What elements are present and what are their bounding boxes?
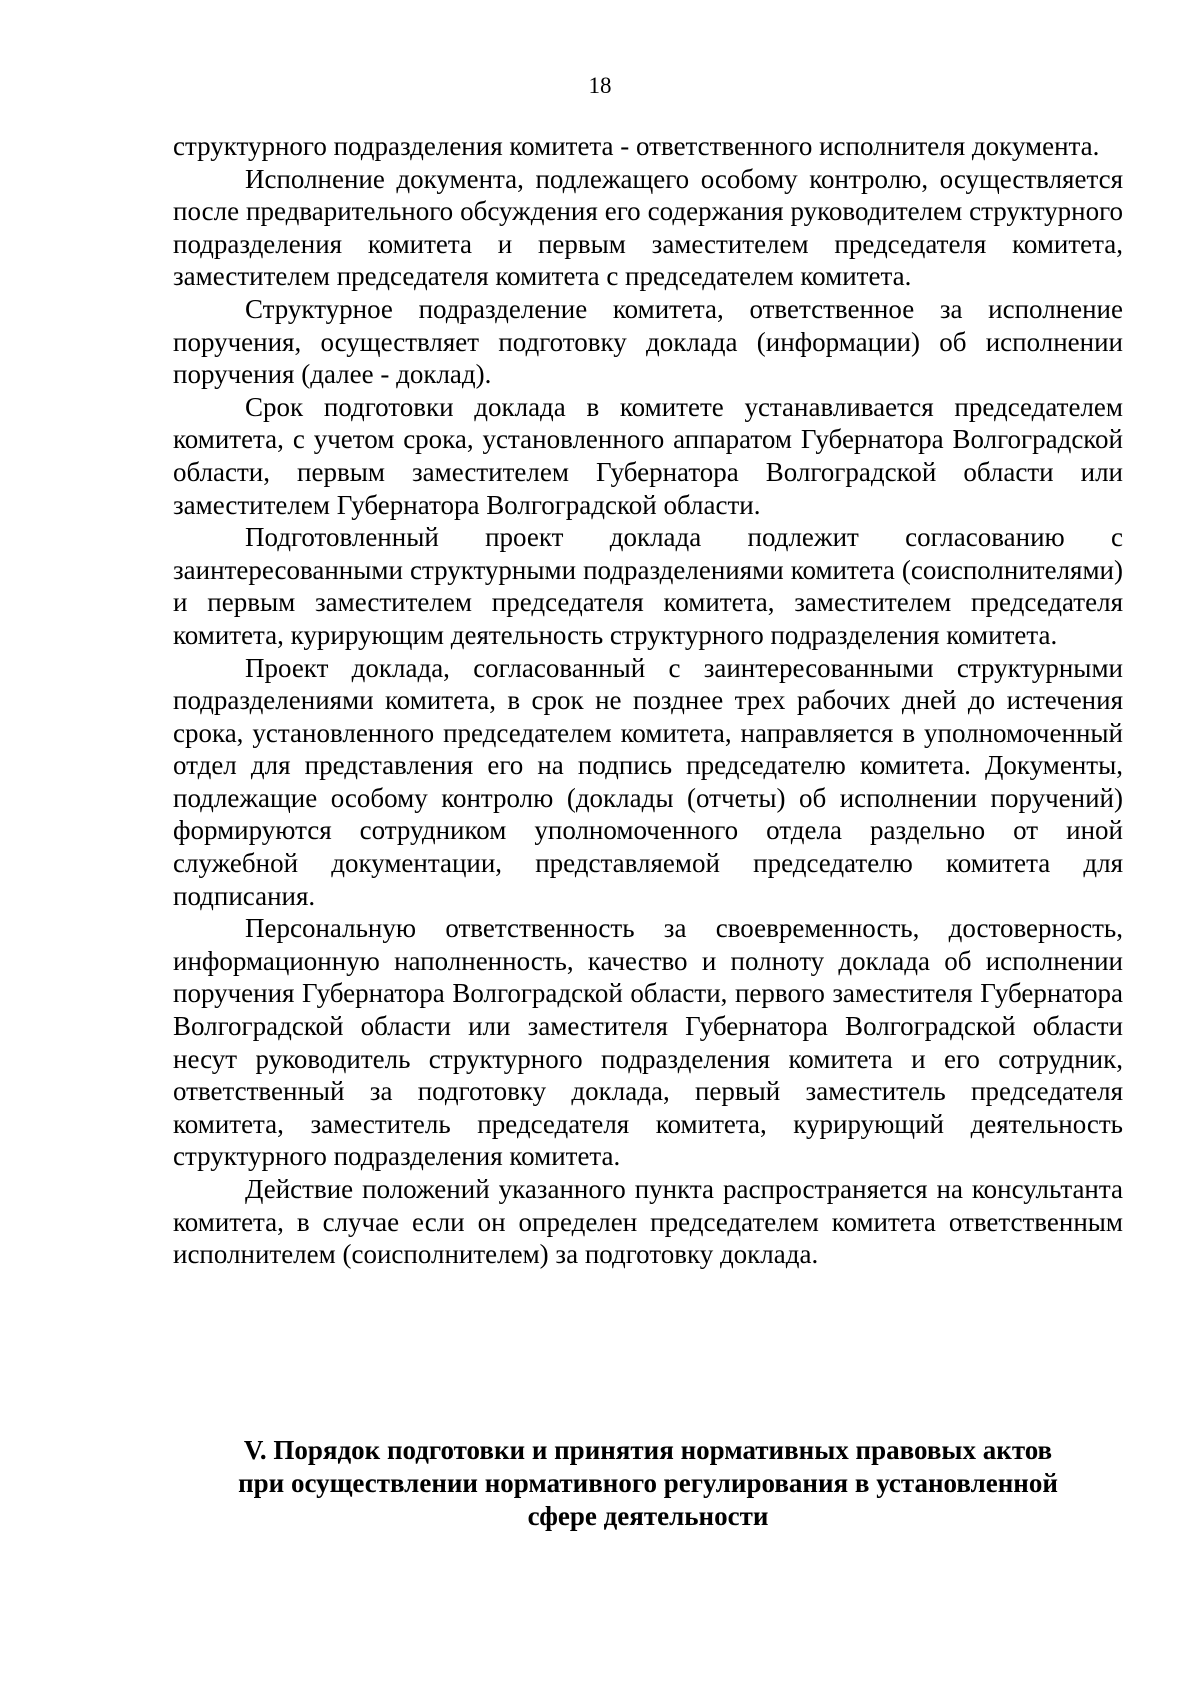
section-heading	[173, 1434, 1123, 1533]
paragraph-report-deadline: Срок подготовки доклада в комитете устанавливается председателем комитета, с учетом срока, установленного аппаратом Губернатора Волгоградской области, первым заместителем Губернатора Волгоградской области или заместителем Губернатора Волгоградской области.	[173, 391, 1123, 520]
section-heading-line: V. Порядок подготовки и принятия нормативных правовых актов	[243, 1435, 1053, 1465]
document-body	[173, 130, 1123, 1271]
paragraph-report-submission: Проект доклада, согласованный с заинтересованными структурными подразделениями комитета, в срок не позднее трех рабочих дней до истечения срока, установленного председателем комитета, направляется в уполномоченный отдел для представления его на подпись председателю комитета. Документы, подлежащие особому контролю (доклады (отчеты) об исполнении поручений) формируются сотрудником уполномоченного отдела раздельно от иной служебной документации, представляемой председателю комитета для подписания.	[173, 652, 1123, 911]
section-heading-line: при осуществлении нормативного регулирования в установленной	[238, 1468, 1058, 1498]
page-number: 18	[588, 73, 612, 98]
section-heading-line: сфере деятельности	[527, 1501, 769, 1531]
paragraph-report-preparation: Структурное подразделение комитета, ответственное за исполнение поручения, осуществляет подготовку доклада (информации) об исполнении поручения (далее - доклад).	[173, 293, 1123, 390]
paragraph-consultant-scope: Действие положений указанного пункта распространяется на консультанта комитета, в случае если он определен председателем комитета ответственным исполнителем (соисполнителем) за подготовку доклада.	[173, 1174, 1123, 1270]
paragraph-continuation: структурного подразделения комитета - ответственного исполнителя документа.	[173, 131, 1100, 161]
paragraph-report-approval: Подготовленный проект доклада подлежит согласованию с заинтересованными структурными подразделениями комитета (соисполнителями) и первым заместителем председателя комитета, заместителем председателя комитета, курирующим деятельность структурного подразделения комитета.	[173, 522, 1123, 650]
paragraph-personal-responsibility: Персональную ответственность за своевременность, достоверность, информационную наполненность, качество и полноту доклада об исполнении поручения Губернатора Волгоградской области, первого заместителя Губернатора Волгоградской области или заместителя Губернатора Волгоградской области несут руководитель структурного подразделения комитета и его сотрудник, ответственный за подготовку доклада, первый заместитель председателя комитета, заместитель председателя комитета, курирующий деятельность структурного подразделения комитета.	[173, 913, 1123, 1172]
paragraph-special-control: Исполнение документа, подлежащего особому контролю, осуществляется после предварительного обсуждения его содержания руководителем структурного подразделения комитета и первым заместителем председателя комитета, заместителем председателя комитета с председателем комитета.	[173, 163, 1123, 292]
